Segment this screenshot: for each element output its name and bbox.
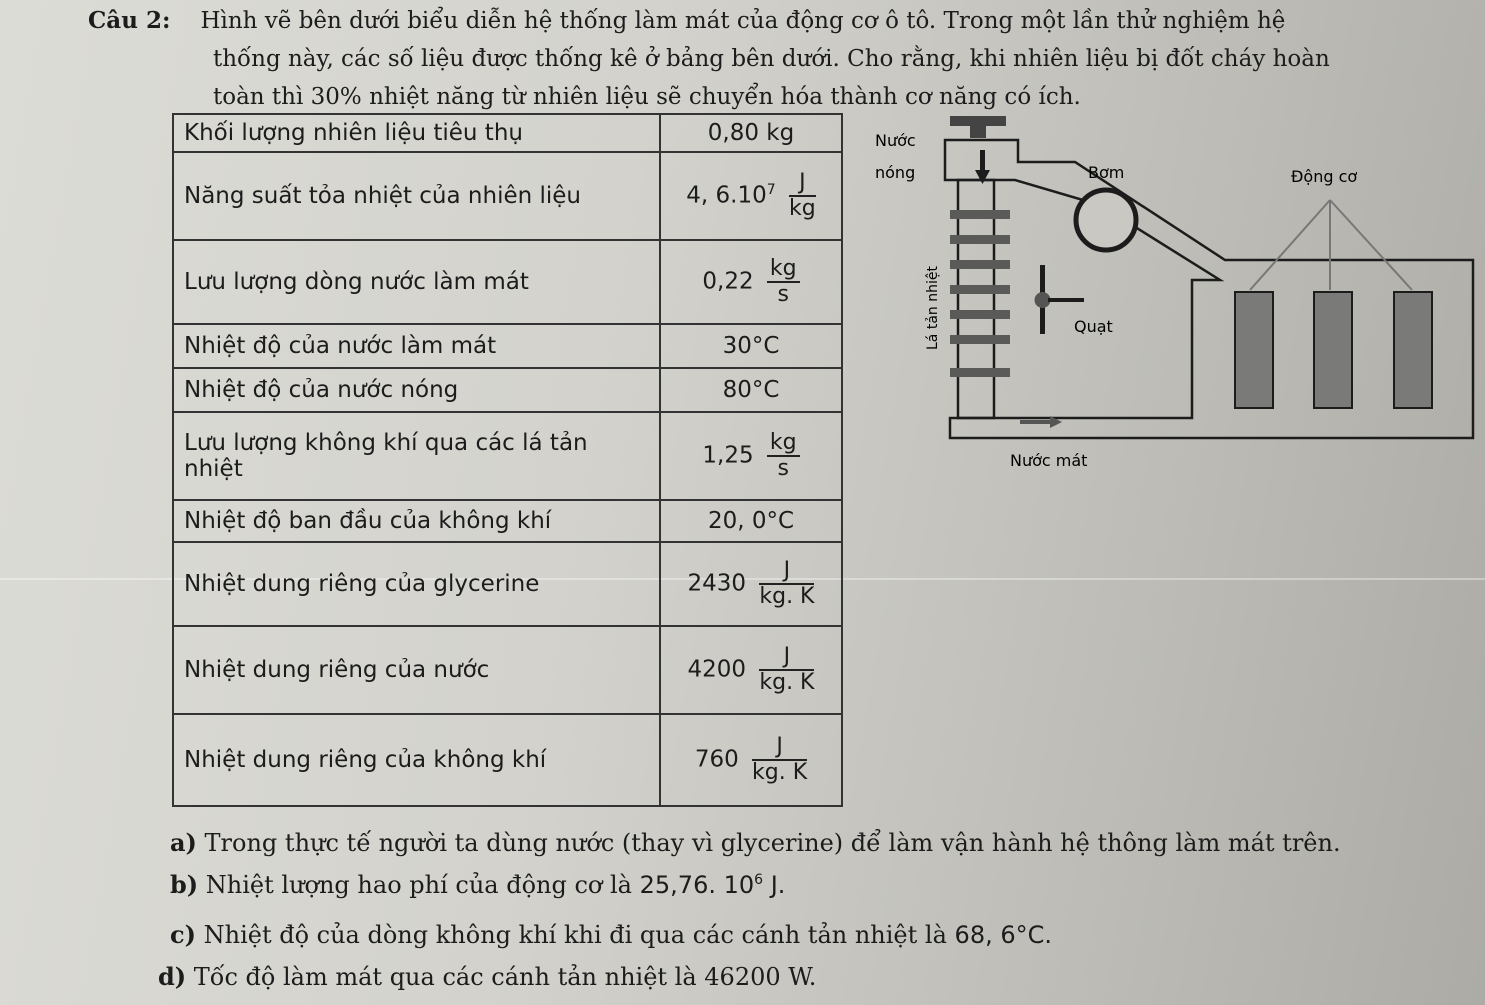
row-value: 80°C [660, 368, 842, 412]
label-radiator: Lá tản nhiệt [925, 266, 941, 350]
row-label: Nhiệt dung riêng của không khí [173, 714, 660, 806]
statement-c [170, 920, 1052, 949]
radiator-cap-neck [970, 126, 986, 138]
row-label: Nhiệt dung riêng của glycerine [173, 542, 660, 626]
label-fan: Quạt [1074, 317, 1113, 336]
radiator-fin [950, 210, 1010, 219]
row-label: Nhiệt độ của nước làm mát [173, 324, 660, 368]
row-value [660, 240, 842, 324]
statement-letter: a) [170, 828, 197, 857]
question-line-2: thống này, các số liệu được thống kê ở bảng bên dưới. Cho rằng, khi nhiên liệu bị đốt cháy hoàn [213, 46, 1330, 72]
question-number: Câu 2: [88, 7, 171, 34]
table-row [173, 114, 842, 152]
table-row [173, 412, 842, 500]
data-table [172, 113, 843, 807]
engine-cylinder [1235, 292, 1273, 408]
radiator-fin [950, 335, 1010, 344]
statement-text: Nhiệt độ của dòng không khí khi đi qua các cánh tản nhiệt là [203, 921, 947, 949]
row-value [660, 714, 842, 806]
statement-math: 68, 6°C. [954, 921, 1052, 949]
statement-letter: d) [158, 962, 187, 991]
statement-a [170, 828, 1341, 857]
row-label: Nhiệt độ của nước nóng [173, 368, 660, 412]
engine-cylinders [1235, 292, 1432, 408]
label-hot-water-2: nóng [875, 163, 916, 182]
radiator-fin [950, 285, 1010, 294]
table-row [173, 500, 842, 542]
row-value: 20, 0°C [660, 500, 842, 542]
value-unit [759, 645, 814, 695]
value-main: 1,25 [702, 442, 754, 469]
question-text [88, 2, 1478, 116]
unit-numerator: J [759, 645, 814, 671]
value-main: 4200 [687, 656, 747, 683]
unit-numerator: kg [767, 431, 800, 457]
statement-d [158, 962, 816, 991]
value-unit [789, 171, 816, 221]
unit-denominator: s [777, 456, 789, 481]
unit-numerator: J [752, 735, 807, 761]
table-row [173, 368, 842, 412]
row-value: 0,80 kg [660, 114, 842, 152]
statement-text: Tốc độ làm mát qua các cánh tản nhiệt là 46200 W. [193, 963, 817, 991]
value-main: 2430 [687, 570, 747, 597]
radiator-cap [950, 116, 1006, 126]
engine-pointer-lines [1250, 200, 1412, 290]
value-unit [767, 431, 800, 481]
statement-math: 25,76. 10 [639, 871, 755, 899]
radiator-fin [950, 310, 1010, 319]
row-label: Năng suất tỏa nhiệt của nhiên liệu [173, 152, 660, 240]
label-cool-water: Nước mát [1010, 451, 1088, 470]
label-engine: Động cơ [1291, 167, 1358, 186]
row-label: Nhiệt dung riêng của nước [173, 626, 660, 714]
row-label: Nhiệt độ ban đầu của không khí [173, 500, 660, 542]
unit-denominator: kg. K [759, 670, 815, 695]
radiator-fin [950, 235, 1010, 244]
table-row [173, 542, 842, 626]
row-value [660, 542, 842, 626]
radiator-fin [950, 260, 1010, 269]
statement-text: Trong thực tế người ta dùng nước (thay vì glycerine) để làm vận hành hệ thông làm mát trên. [204, 829, 1341, 857]
statement-text: Nhiệt lượng hao phí của động cơ là [205, 871, 632, 899]
cooling-system-diagram [840, 110, 1480, 480]
row-value [660, 412, 842, 500]
statement-letter: b) [170, 870, 199, 899]
statement-b [170, 870, 785, 899]
value-main: 0,22 [702, 268, 754, 295]
engine-cylinder [1394, 292, 1432, 408]
pump-icon [1076, 190, 1136, 250]
row-value [660, 626, 842, 714]
unit-denominator: kg [788, 196, 816, 221]
value-main: 760 [694, 746, 739, 773]
value-unit [759, 559, 814, 609]
question-line-3: toàn thì 30% nhiệt năng từ nhiên liệu sẽ chuyển hóa thành cơ năng có ích. [213, 84, 1081, 110]
unit-numerator: kg [767, 257, 800, 283]
value-main: 4, 6.10 [686, 182, 767, 209]
value-unit [767, 257, 800, 307]
unit-denominator: kg. K [759, 584, 815, 609]
table-row [173, 240, 842, 324]
unit-numerator: J [789, 171, 816, 197]
question-line-1: Hình vẽ bên dưới biểu diễn hệ thống làm mát của động cơ ô tô. Trong một lần thử nghiệm hệ [200, 8, 1286, 34]
row-label: Lưu lượng dòng nước làm mát [173, 240, 660, 324]
value-exponent: 7 [766, 181, 776, 198]
table-row [173, 152, 842, 240]
statement-letter: c) [170, 920, 196, 949]
unit-denominator: s [777, 282, 789, 307]
row-label: Khối lượng nhiên liệu tiêu thụ [173, 114, 660, 152]
statement-exponent: 6 [754, 872, 764, 888]
label-hot-water-1: Nước [875, 131, 916, 150]
value-unit [752, 735, 807, 785]
unit-numerator: J [759, 559, 814, 585]
table-row [173, 626, 842, 714]
statement-tail: J. [763, 871, 786, 899]
row-value: 30°C [660, 324, 842, 368]
row-label: Lưu lượng không khí qua các lá tản nhiệt [173, 412, 660, 500]
label-pump: Bơm [1088, 163, 1125, 182]
radiator-fin [950, 368, 1010, 377]
table-row [173, 714, 842, 806]
table-row [173, 324, 842, 368]
engine-cylinder [1314, 292, 1352, 408]
row-value [660, 152, 842, 240]
unit-denominator: kg. K [752, 760, 808, 785]
